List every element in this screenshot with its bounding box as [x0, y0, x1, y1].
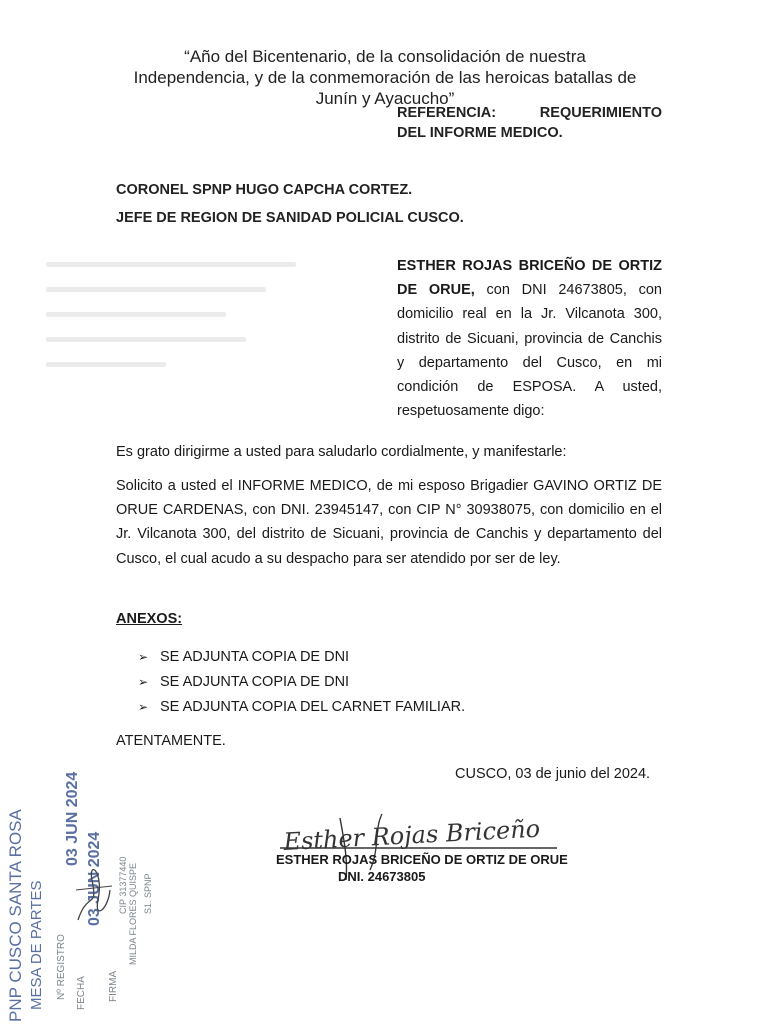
stamp-fecha-label: FECHA: [76, 976, 87, 1010]
signer-dni: DNI. 24673805: [338, 869, 426, 884]
greeting-paragraph: Es grato dirigirme a usted para saludarlo cordialmente, y manifestarle:: [116, 444, 567, 460]
signer-block: [276, 851, 568, 885]
year-motto: [100, 46, 670, 109]
annexes-list: [138, 645, 465, 720]
reception-stamp: [0, 740, 200, 1024]
reference-word: REQUERIMIENTO: [539, 105, 662, 121]
stamp-date-top: 03 JUN 2024: [64, 771, 81, 866]
request-paragraph: Solicito a usted el INFORME MEDICO, de mi esposo Brigadier GAVINO ORTIZ DE ORUE CARDENAS, con DNI. 23945147, con CIP N° 30938075, con domicilio en el Jr. Vilcanota 300, del distrito de Sicuani, provincia de Canchis y departamento del Cusco, el cual acudo a su despacho para ser atendido por ser de ley.: [116, 478, 662, 567]
date-line: CUSCO, 03 de junio del 2024.: [455, 766, 651, 782]
stamp-receiver-rank: S1. SPNP: [143, 873, 153, 914]
sender-name: ESTHER ROJAS BRICEÑO DE ORTIZ DE ORUE,: [397, 258, 662, 299]
motto-line-3: Junín y Ayacucho”: [315, 89, 455, 108]
addressee-line-1: CORONEL SPNP HUGO CAPCHA CORTEZ.: [116, 182, 413, 198]
stamp-initials-signature: [68, 850, 118, 930]
reference-rest: DEL INFORME MEDICO.: [397, 125, 563, 141]
stamp-receiver-cip: CIP 31377440: [118, 856, 128, 914]
addressee-block: [116, 176, 464, 232]
closing: ATENTAMENTE.: [116, 733, 226, 749]
stamp-firma-label: FIRMA: [108, 970, 119, 1002]
signer-name: ESTHER ROJAS BRICEÑO DE ORTIZ DE ORUE: [276, 852, 568, 867]
stamp-registro-label: Nº REGISTRO: [56, 934, 67, 1000]
stamp-office: MESA DE PARTES: [28, 880, 45, 1010]
faint-show-through: [46, 262, 296, 387]
annexes-title: ANEXOS:: [116, 611, 183, 627]
reference-label: REFERENCIA:: [397, 105, 497, 121]
stamp-institution: PNP CUSCO SANTA ROSA: [6, 809, 25, 1022]
addressee-line-2: JEFE DE REGION DE SANIDAD POLICIAL CUSCO.: [116, 210, 464, 226]
annex-item: ➢ SE ADJUNTA COPIA DE DNI: [138, 645, 465, 670]
sender-details: con DNI 24673805, con domicilio real en la Jr. Vilcanota 300, distrito de Sicuani, provincia de Canchis y departamento del Cusco, en mi condición de ESPOSA. A usted, respetuosamente digo:: [397, 282, 662, 420]
annex-item: ➢ SE ADJUNTA COPIA DEL CARNET FAMILIAR.: [138, 695, 465, 720]
stamp-date-mid: 03 JUN 2024: [86, 831, 103, 926]
sender-paragraph: [397, 254, 662, 423]
motto-line-1: “Año del Bicentenario, de la consolidación de nuestra: [184, 47, 586, 66]
arrow-bullet-icon: ➢: [138, 650, 149, 664]
svg-text:Esther Rojas Briceño: Esther Rojas Briceño: [282, 814, 541, 856]
arrow-bullet-icon: ➢: [138, 700, 149, 714]
arrow-bullet-icon: ➢: [138, 675, 149, 689]
stamp-receiver-name: MILDA FLORES QUISPE: [128, 862, 138, 965]
annex-item: ➢ SE ADJUNTA COPIA DE DNI: [138, 670, 465, 695]
reference-block: [397, 103, 662, 143]
motto-line-2: Independencia, y de la conmemoración de las heroicas batallas de: [133, 68, 637, 87]
